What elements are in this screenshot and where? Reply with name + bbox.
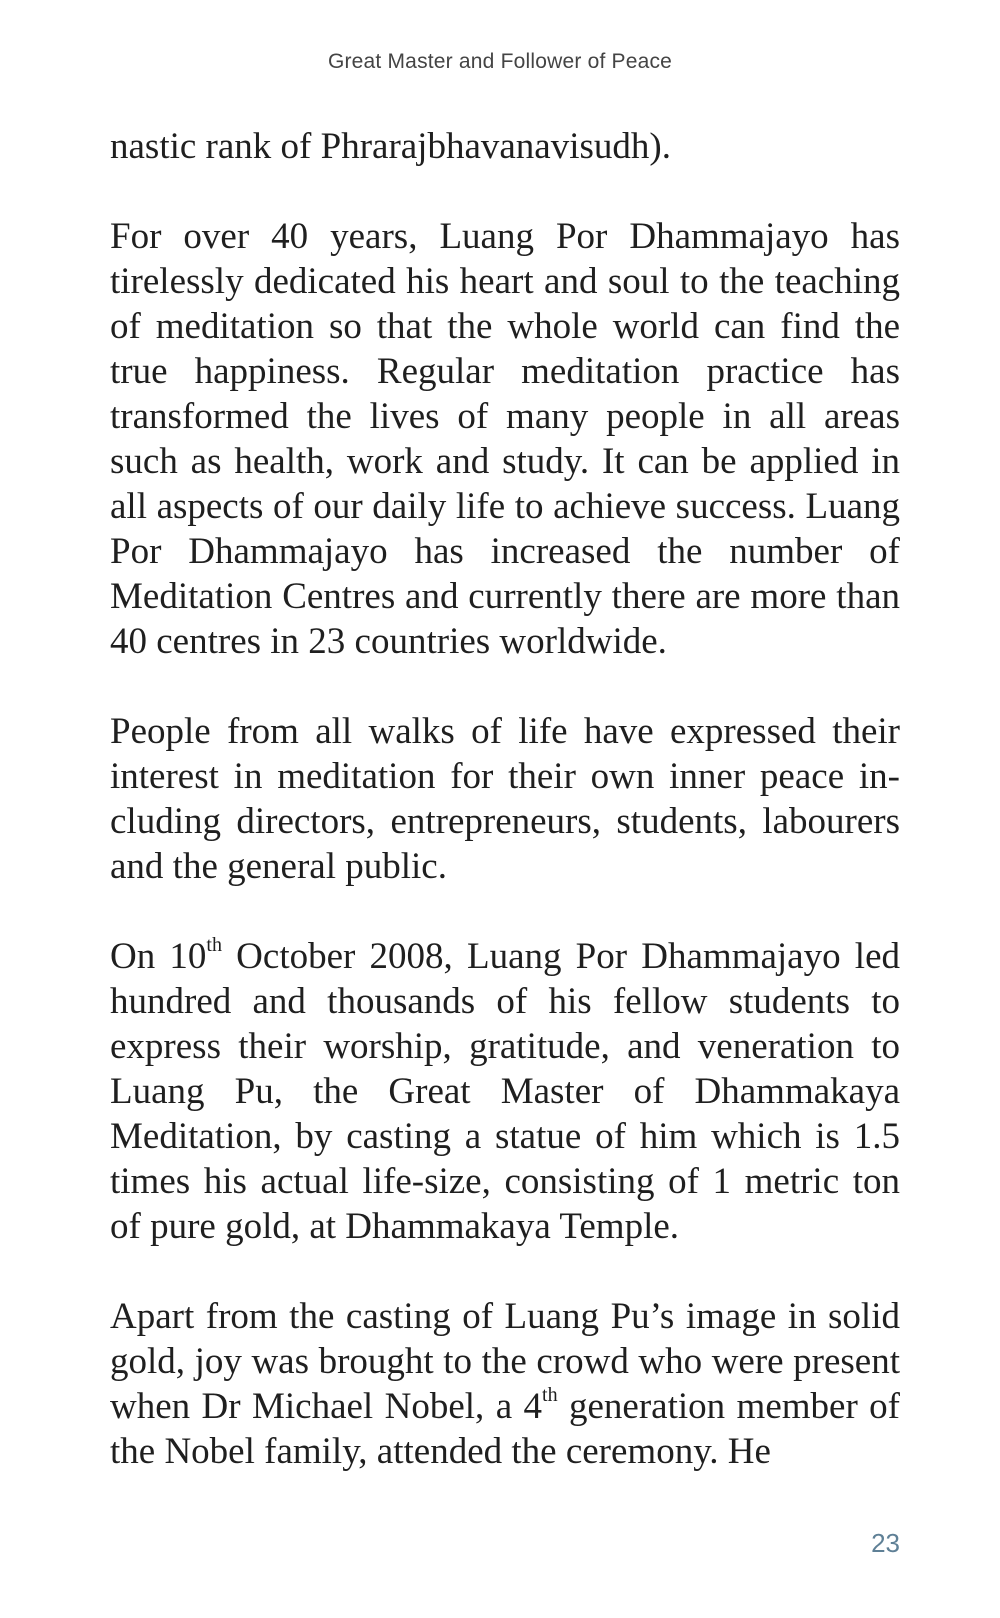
paragraph-1: nastic rank of Phrarajbhavanavisudh). [110,126,671,167]
paragraph-4-text-end: October 2008, Luang Por Dhammajayo led hundred and thousands of his fellow students to express their worship, gratitude, and veneration to Luang Pu, the Great Master of Dhammakaya Meditation, by casting a statue of him which is 1.5 times his actual life-size, consisting of 1 metric ton of pure gold, at Dhammakaya Temple. [110,936,900,1247]
paragraph-3: People from all walks of life have expressed their interest in meditation for their own inner peace including directors, entrepreneurs, students, labourers and the general public. [110,711,900,887]
paragraph-4-text-start: On 10 [110,936,207,977]
paragraph-4 [110,934,900,1249]
paragraph-5 [110,1294,900,1474]
ordinal-suffix: th [206,933,222,956]
page-number: 23 [871,1528,900,1558]
body-text [110,124,900,1474]
ordinal-suffix: th [542,1383,558,1406]
paragraph-5-text-start: Apart from the casting of Luang Pu’s image in solid gold, joy was brought to the crowd who were present when Dr Michael Nobel, a 4 [110,1296,900,1427]
running-header-title: Great Master and Follower of Peace [327,50,673,73]
paragraph-5-text-end: generation member of the Nobel family, attended the ceremony. He [110,1386,900,1472]
paragraph-2: For over 40 years, Luang Por Dhammajayo has tirelessly dedicated his heart and soul to the teaching of meditation so that the whole world can find the true happiness. Regular meditation practice has transformed the lives of many people in all areas such as health, work and study. It can be applied in all aspects of our daily life to achieve success. Luang Por Dhammajayo has increased the number of Meditation Centres and currently there are more than 40 centres in 23 countries worldwide. [110,216,900,662]
